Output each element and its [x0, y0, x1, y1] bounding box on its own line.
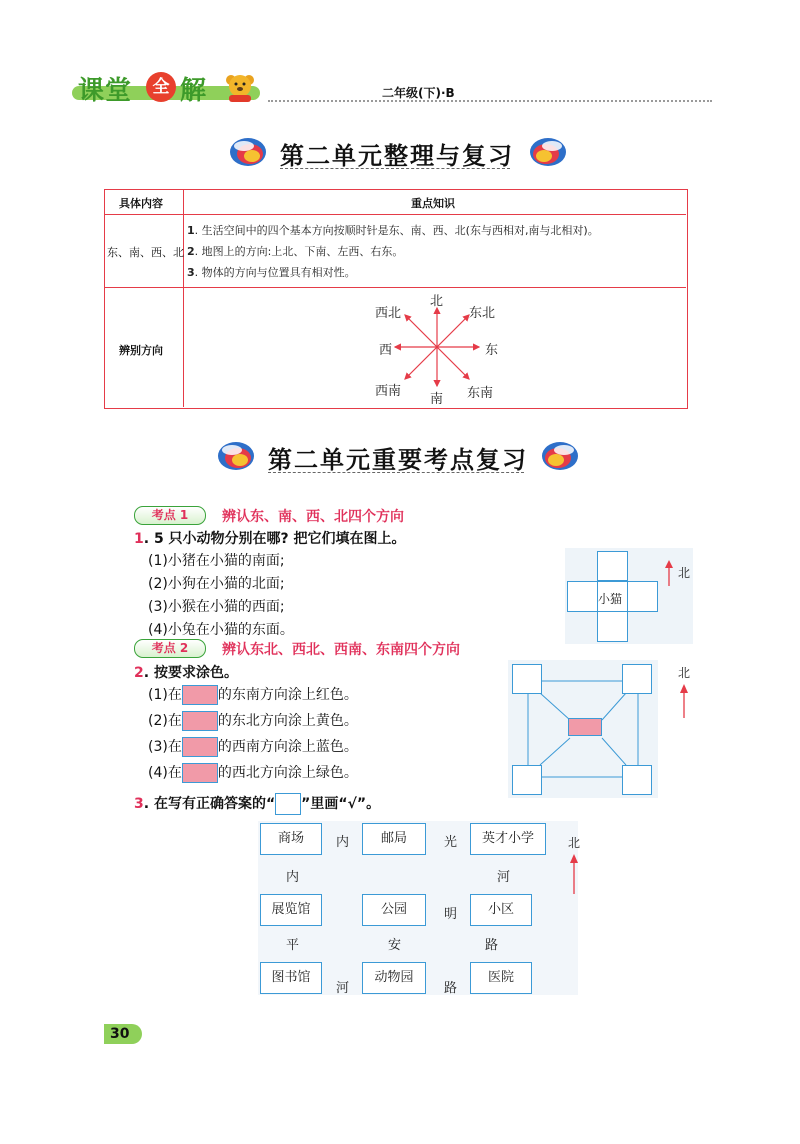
corner-box-northwest[interactable]: [512, 664, 542, 694]
knowledge-table: [104, 189, 688, 409]
question-1-item: (1)小猪在小猫的南面;: [148, 553, 285, 569]
north-arrow-icon: [664, 560, 674, 586]
question-1-item: (2)小狗在小猫的北面;: [148, 576, 285, 592]
section1-title: 第二单元整理与复习: [280, 142, 514, 170]
place-yingcai-school[interactable]: 英才小学: [470, 823, 546, 855]
compass-diagram: [367, 290, 507, 406]
place-youju[interactable]: 邮局: [362, 823, 426, 855]
corner-box-southwest[interactable]: [512, 765, 542, 795]
compass-south: 南: [430, 392, 444, 407]
pink-box: [182, 685, 218, 705]
table-divider: [105, 214, 686, 215]
north-arrow-icon: [679, 684, 689, 718]
center-pink-box: [568, 718, 602, 736]
logo-text-2: 解: [180, 76, 208, 106]
place-shangchang[interactable]: 商场: [260, 823, 322, 855]
kaodian-2-tag: 考点 2: [134, 639, 206, 658]
compass-southeast: 东南: [467, 386, 494, 401]
bear-mascot-icon: [220, 72, 260, 102]
place-yiyuan[interactable]: 医院: [470, 962, 532, 994]
compass-northeast: 东北: [469, 306, 496, 321]
section2-title-block: [216, 436, 586, 476]
section2-title: 第二单元重要考点复习: [268, 446, 528, 474]
question-2-item: (2)在 的东北方向涂上黄色。: [148, 713, 358, 729]
section1-title-underline: [280, 168, 510, 169]
road-label: 安: [388, 938, 402, 953]
colorful-swirl-icon: [216, 438, 256, 474]
question-3-north-label: 北: [568, 836, 581, 850]
cross-center-label: 小猫: [598, 592, 623, 606]
question-1-item: (4)小兔在小猫的东面。: [148, 622, 294, 638]
logo-badge: 全: [146, 72, 176, 102]
question-2-item: (3)在 的西南方向涂上蓝色。: [148, 739, 358, 755]
road-label: 河: [336, 981, 350, 996]
table-header-knowledge: 重点知识: [411, 197, 455, 210]
road-label: 路: [485, 938, 499, 953]
colorful-swirl-icon: [228, 134, 268, 170]
header-dotted-line: [268, 100, 712, 102]
colorful-swirl-icon: [528, 134, 568, 170]
question-2-item: (4)在 的西北方向涂上绿色。: [148, 765, 358, 781]
road-label: 明: [444, 907, 458, 922]
table-divider: [183, 190, 184, 407]
north-arrow-icon: [569, 854, 579, 894]
pink-box: [182, 763, 218, 783]
place-zhanlanguan[interactable]: 展览馆: [260, 894, 322, 926]
cross-cell-bottom[interactable]: [597, 611, 628, 642]
question-1-north-label: 北: [678, 566, 691, 580]
question-1-item: (3)小猴在小猫的西面;: [148, 599, 285, 615]
table-divider: [105, 287, 686, 288]
question-3-title: 3. 在写有正确答案的“ ”里画“√”。: [134, 793, 380, 815]
knowledge-item: 3. 物体的方向与位置具有相对性。: [187, 266, 356, 279]
compass-northwest: 西北: [375, 306, 402, 321]
question-2-item: (1)在 的东南方向涂上红色。: [148, 687, 358, 703]
place-gongyuan[interactable]: 公园: [362, 894, 426, 926]
answer-box-sample: [275, 793, 301, 815]
row1-label: 东、南、西、北: [107, 246, 184, 259]
place-xiaoqu[interactable]: 小区: [470, 894, 532, 926]
kaodian-1-title: 辨认东、南、西、北四个方向: [222, 509, 404, 525]
corner-box-northeast[interactable]: [622, 664, 652, 694]
logo-text-1: 课堂: [78, 76, 133, 106]
road-label: 内: [336, 835, 350, 850]
colorful-swirl-icon: [540, 438, 580, 474]
corner-box-southeast[interactable]: [622, 765, 652, 795]
pink-box: [182, 737, 218, 757]
knowledge-item: 2. 地图上的方向:上北、下南、左西、右东。: [187, 245, 404, 258]
kaodian-1-tag: 考点 1: [134, 506, 206, 525]
row1-knowledge-list: [187, 220, 687, 283]
question-2-north-label: 北: [678, 666, 691, 680]
cross-cell-left[interactable]: [567, 581, 598, 612]
knowledge-item: 1. 生活空间中的四个基本方向按顺时针是东、南、西、北(东与西相对,南与北相对)。: [187, 224, 599, 237]
table-header-content: 具体内容: [119, 197, 163, 210]
cross-cell-top[interactable]: [597, 551, 628, 581]
page-number: 30: [110, 1026, 130, 1042]
compass-east: 东: [485, 343, 499, 358]
kaodian-2-title: 辨认东北、西北、西南、东南四个方向: [222, 642, 460, 658]
section2-title-underline: [268, 472, 524, 473]
compass-north: 北: [430, 294, 444, 309]
question-2-title: 2. 按要求涂色。: [134, 665, 238, 681]
grade-label: 二年级(下)·B: [382, 86, 455, 100]
road-label: 河: [497, 870, 511, 885]
cross-cell-right[interactable]: [627, 581, 658, 612]
road-label: 路: [444, 981, 458, 996]
compass-southwest: 西南: [375, 384, 402, 399]
row2-label: 辨别方向: [119, 344, 163, 357]
question-1-title: 1. 5 只小动物分别在哪? 把它们填在图上。: [134, 531, 406, 547]
header: [72, 72, 712, 104]
road-label: 内: [286, 870, 300, 885]
place-dongwuyuan[interactable]: 动物园: [362, 962, 426, 994]
section1-title-block: [228, 132, 572, 172]
pink-box: [182, 711, 218, 731]
place-tushuguan[interactable]: 图书馆: [260, 962, 322, 994]
compass-west: 西: [379, 343, 393, 358]
road-label: 光: [444, 835, 458, 850]
road-label: 平: [286, 938, 300, 953]
